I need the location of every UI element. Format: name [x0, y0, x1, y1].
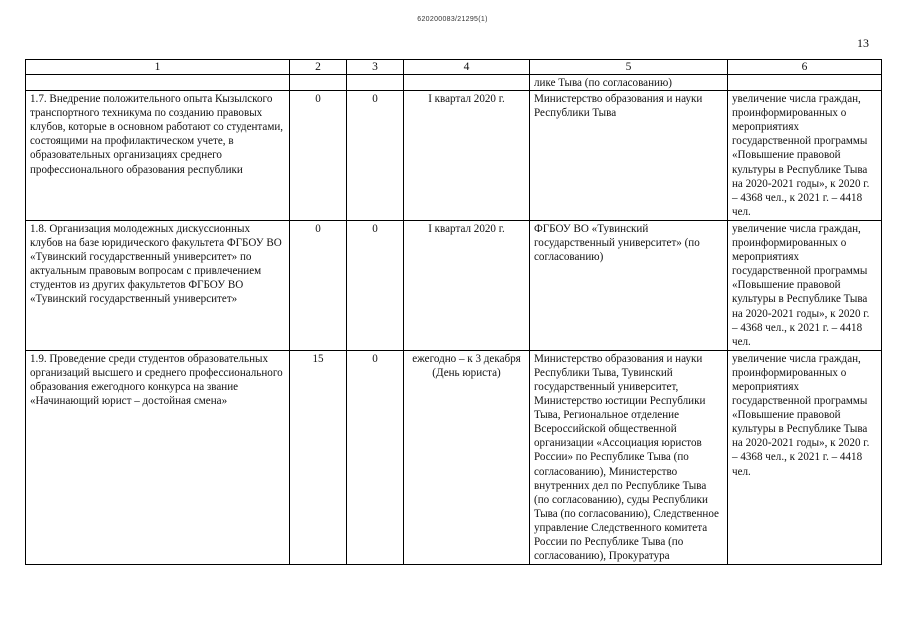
column-header-2: 2 [290, 60, 347, 75]
responsible-cell: Министерство образования и науки Республики Тыва [530, 91, 728, 221]
continuation-row [26, 75, 882, 91]
measure-cell: 1.9. Проведение среди студентов образовательных организаций высшего и среднего профессионального образования ежегодного конкурса на звание «Начинающий юрист – достойная смена» [26, 350, 290, 564]
deadline-cell: I квартал 2020 г. [404, 220, 530, 350]
page-number: 13 [857, 36, 869, 50]
value-2021-cell: 0 [347, 350, 404, 564]
program-measures-table [25, 59, 882, 565]
continuation-cell-result [728, 75, 882, 91]
table-row [26, 350, 882, 564]
column-header-4: 4 [404, 60, 530, 75]
table-header-row [26, 60, 882, 75]
column-header-1: 1 [26, 60, 290, 75]
measure-cell: 1.7. Внедрение положительного опыта Кызылского транспортного техникума по созданию правовых клубов, которые в основном работают со студентами, состоящими на профилактическом учете, в образовательных организациях среднего профессионального образования республики [26, 91, 290, 221]
table-row [26, 220, 882, 350]
responsible-cell: Министерство образования и науки Республики Тыва, Тувинский государственный университет, Министерство юстиции Республики Тыва, Региональное отделение Всероссийской общественной организации «Ассоциация юристов России» по Республике Тыва (по согласованию), Министерство внутренних дел по Республике Тыва (по согласованию), суды Республики Тыва (по согласованию), Следственное управление Следственного комитета России по Республике Тыва (по согласованию), Прокуратура [530, 350, 728, 564]
result-cell: увеличение числа граждан, проинформированных о мероприятиях государственной программы «Повышение правовой культуры в Республике Тыва на 2020-2021 годы», к 2020 г. – 4368 чел., к 2021 г. – 4418 чел. [728, 220, 882, 350]
continuation-cell-responsible: лике Тыва (по согласованию) [530, 75, 728, 91]
column-header-3: 3 [347, 60, 404, 75]
continuation-cell-deadline [404, 75, 530, 91]
value-2020-cell: 0 [290, 91, 347, 221]
table-row [26, 91, 882, 221]
result-cell: увеличение числа граждан, проинформированных о мероприятиях государственной программы «Повышение правовой культуры в Республике Тыва на 2020-2021 годы», к 2020 г. – 4368 чел., к 2021 г. – 4418 чел. [728, 91, 882, 221]
deadline-cell: ежегодно – к 3 декабря (День юриста) [404, 350, 530, 564]
document-id: 620200083/21295(1) [417, 16, 488, 23]
continuation-cell-2020 [290, 75, 347, 91]
value-2020-cell: 0 [290, 220, 347, 350]
continuation-cell-2021 [347, 75, 404, 91]
continuation-cell-measure [26, 75, 290, 91]
column-header-5: 5 [530, 60, 728, 75]
measure-cell: 1.8. Организация молодежных дискуссионных клубов на базе юридического факультета ФГБОУ ВО «Тувинский государственный университет» по актуальным правовым вопросам с привлечением студентов из других факультетов ФГБОУ ВО «Тувинский государственный университет» [26, 220, 290, 350]
result-cell: увеличение числа граждан, проинформированных о мероприятиях государственной программы «Повышение правовой культуры в Республике Тыва на 2020-2021 годы», к 2020 г. – 4368 чел., к 2021 г. – 4418 чел. [728, 350, 882, 564]
column-header-6: 6 [728, 60, 882, 75]
value-2020-cell: 15 [290, 350, 347, 564]
value-2021-cell: 0 [347, 220, 404, 350]
responsible-cell: ФГБОУ ВО «Тувинский государственный университет» (по согласованию) [530, 220, 728, 350]
deadline-cell: I квартал 2020 г. [404, 91, 530, 221]
value-2021-cell: 0 [347, 91, 404, 221]
